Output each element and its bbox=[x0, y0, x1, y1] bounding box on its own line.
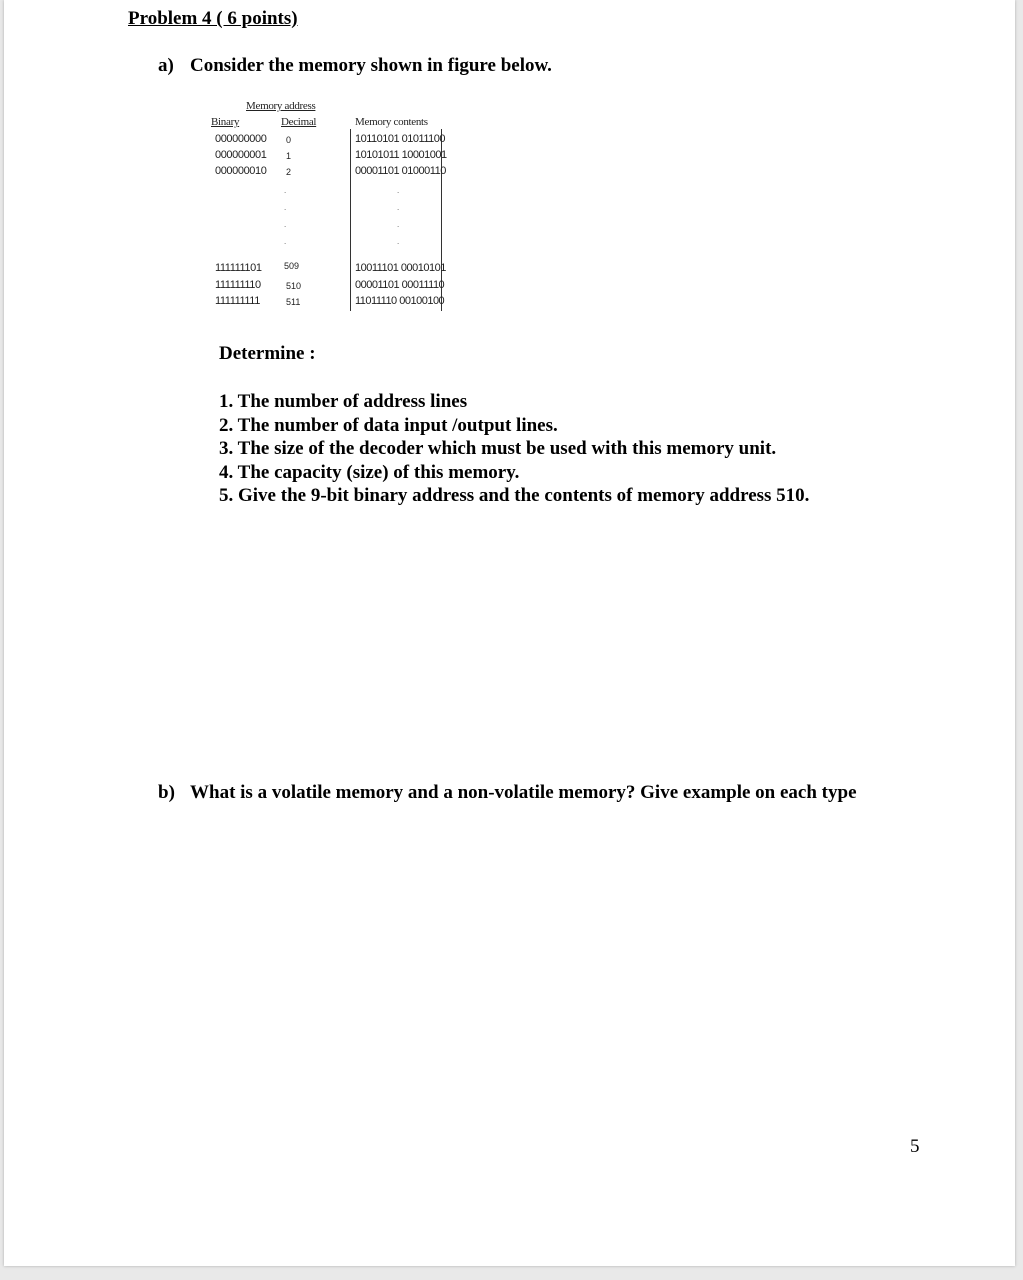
binary-cell: 111111110 bbox=[215, 279, 261, 291]
decimal-cell: 0 bbox=[286, 135, 292, 145]
document-page bbox=[4, 0, 1015, 1266]
ellipsis-dot: . bbox=[284, 220, 287, 229]
contents-cell: 10110101 01011100 bbox=[355, 133, 445, 145]
question-item: 4. The capacity (size) of this memory. bbox=[219, 461, 520, 483]
determine-label: Determine : bbox=[219, 343, 316, 364]
question-item: 5. Give the 9-bit binary address and the contents of memory address 510. bbox=[219, 485, 810, 506]
contents-cell: 11011110 00100100 bbox=[355, 295, 445, 307]
contents-cell: 00001101 01000110 bbox=[355, 165, 446, 177]
binary-cell: 000000010 bbox=[215, 165, 267, 177]
page-number: 5 bbox=[910, 1136, 920, 1157]
decimal-column-header: Decimal bbox=[281, 116, 317, 128]
contents-column-header: Memory contents bbox=[355, 116, 428, 128]
part-b-question bbox=[158, 782, 857, 804]
decimal-cell: 511 bbox=[286, 297, 301, 307]
ellipsis-dot: . bbox=[397, 237, 400, 246]
ellipsis-dot: . bbox=[397, 203, 400, 212]
memory-address-header: Memory address bbox=[246, 100, 316, 112]
part-a-text: Consider the memory shown in figure below. bbox=[190, 55, 552, 76]
part-a-question bbox=[158, 55, 552, 77]
decimal-cell: 510 bbox=[286, 281, 302, 291]
ellipsis-dot: . bbox=[284, 203, 287, 212]
decimal-cell: 509 bbox=[284, 261, 300, 271]
part-b-label: b) bbox=[158, 782, 175, 803]
question-item: 2. The number of data input /output lines. bbox=[219, 414, 558, 436]
binary-cell: 111111101 bbox=[215, 262, 262, 274]
ellipsis-dot: . bbox=[397, 186, 400, 195]
decimal-cell: 2 bbox=[286, 167, 292, 177]
binary-cell: 111111111 bbox=[215, 295, 260, 307]
part-a-label: a) bbox=[158, 55, 174, 76]
part-b-text: What is a volatile memory and a non-volatile memory? Give example on each type bbox=[190, 782, 857, 803]
contents-cell: 00001101 00011110 bbox=[355, 279, 445, 291]
decimal-cell: 1 bbox=[286, 151, 292, 161]
binary-cell: 000000000 bbox=[215, 133, 267, 145]
ellipsis-dot: . bbox=[284, 186, 287, 195]
contents-cell: 10101011 10001001 bbox=[355, 149, 447, 161]
binary-column-header: Binary bbox=[211, 116, 240, 128]
contents-cell: 10011101 00010101 bbox=[355, 262, 446, 274]
binary-cell: 000000001 bbox=[215, 149, 267, 161]
ellipsis-dot: . bbox=[284, 237, 287, 246]
question-item: 3. The size of the decoder which must be used with this memory unit. bbox=[219, 438, 777, 459]
question-item: 1. The number of address lines bbox=[219, 391, 468, 412]
problem-title: Problem 4 ( 6 points) bbox=[128, 8, 298, 29]
ellipsis-dot: . bbox=[397, 220, 400, 229]
question-list bbox=[219, 390, 809, 508]
